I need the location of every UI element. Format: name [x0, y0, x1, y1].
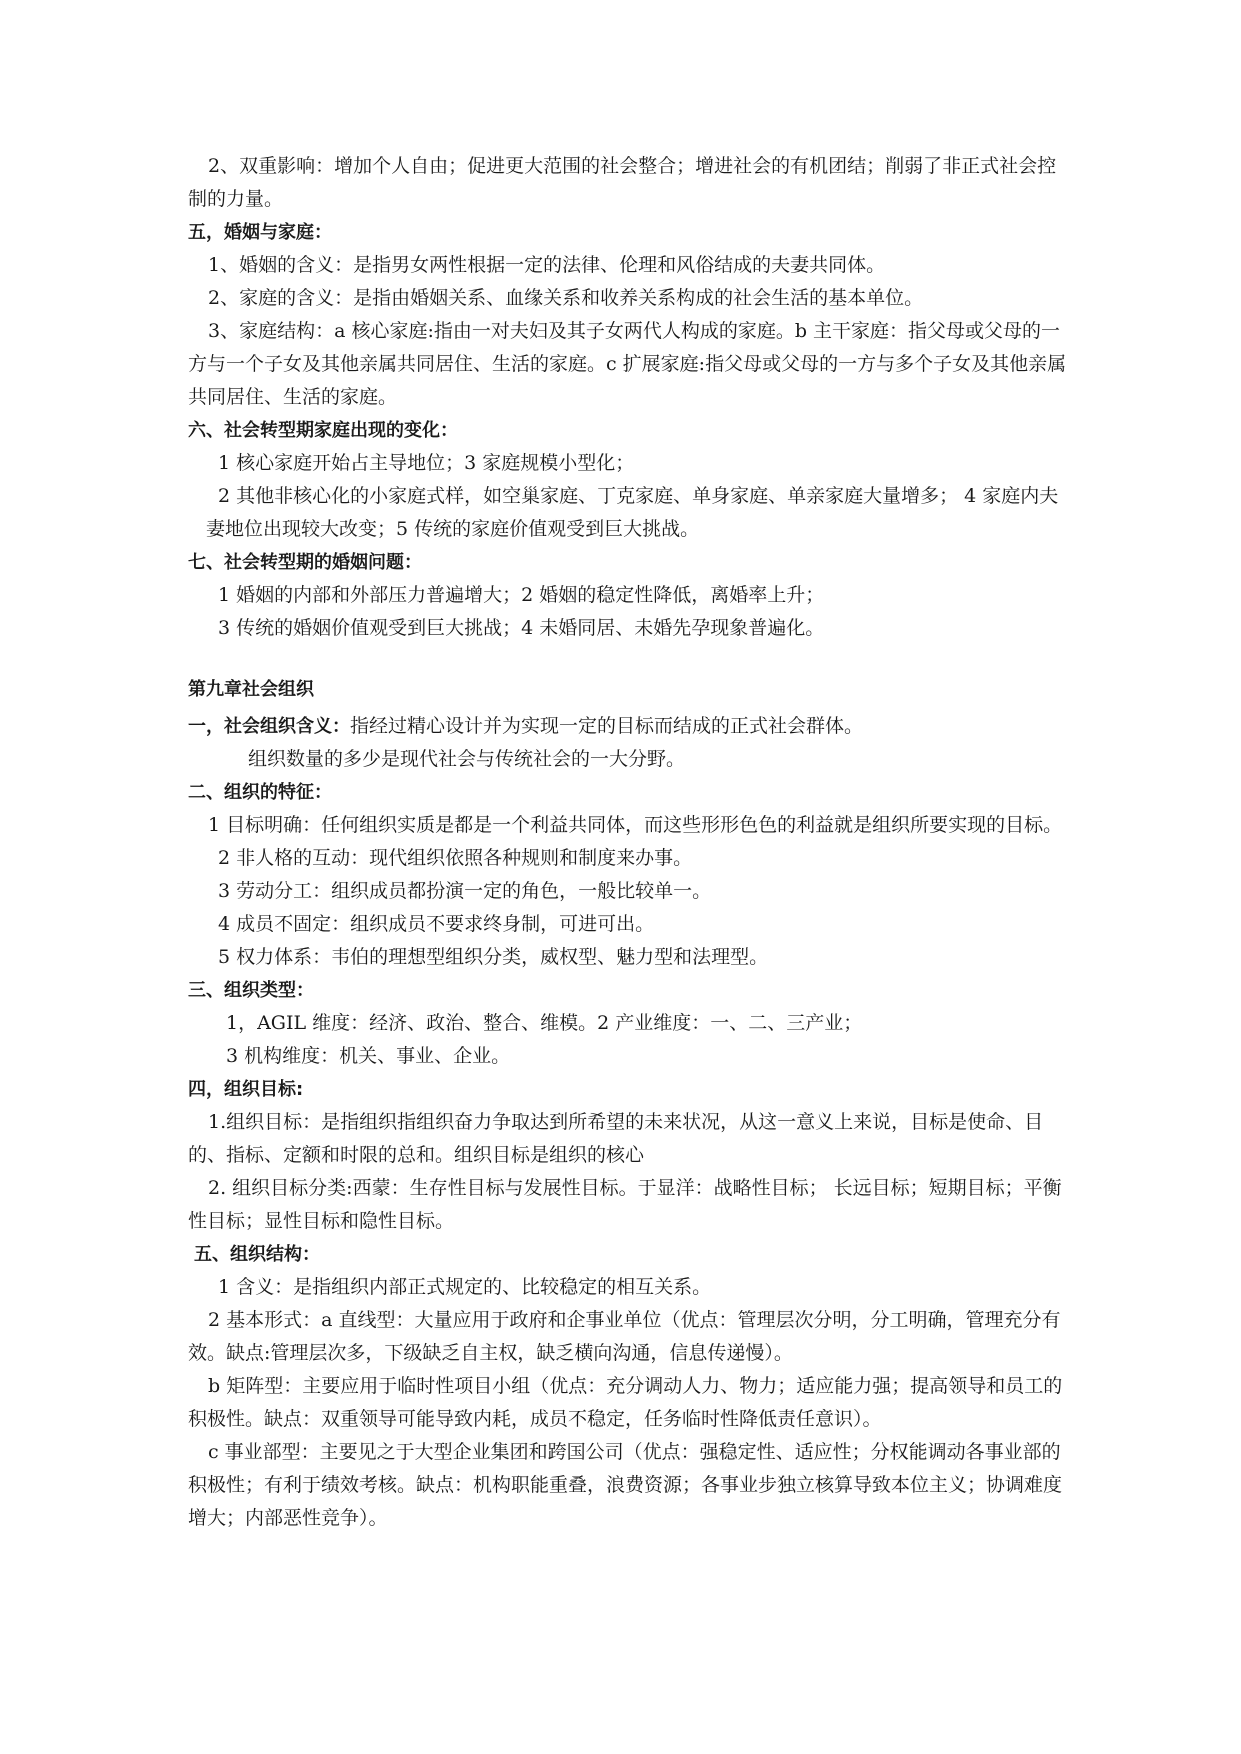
- paragraph: 4 成员不固定：组织成员不要求终身制，可进可出。: [218, 913, 655, 935]
- paragraph: 3 劳动分工：组织成员都扮演一定的角色，一般比较单一。: [218, 880, 712, 902]
- section-heading: 三、组织类型：: [188, 980, 314, 1001]
- section-heading: 七、社会转型期的婚姻问题：: [188, 552, 422, 573]
- paragraph: b 矩阵型：主要应用于临时性项目小组（优点：充分调动人力、物力；适应能力强；提高领导和员工的积极性。缺点：双重领导可能导致内耗，成员不稳定，任务临时性降低责任意识）。: [188, 1375, 1063, 1430]
- chapter-title: 第九章社会组织: [188, 679, 314, 700]
- paragraph: 组织数量的多少是现代社会与传统社会的一大分野。: [248, 748, 686, 770]
- paragraph: 1，AGIL 维度：经济、政治、整合、维模。2 产业维度：一、二、三产业；: [226, 1012, 863, 1034]
- document-body: [188, 150, 1068, 1535]
- paragraph: 3 传统的婚姻价值观受到巨大挑战；4 未婚同居、未婚先孕现象普遍化。: [218, 617, 825, 639]
- section-heading: 五，婚姻与家庭：: [188, 222, 332, 243]
- paragraph: 2、双重影响：增加个人自由；促进更大范围的社会整合；增进社会的有机团结；削弱了非正式社会控制的力量。: [188, 155, 1057, 210]
- definition-text: 指经过精心设计并为实现一定的目标而结成的正式社会群体。: [350, 715, 864, 737]
- paragraph: 3 机构维度：机关、事业、企业。: [226, 1045, 511, 1067]
- section-heading: 二、组织的特征：: [188, 782, 332, 803]
- paragraph: 2 其他非核心化的小家庭式样，如空巢家庭、丁克家庭、单身家庭、单亲家庭大量增多； 4 家庭内夫妻地位出现较大改变；5 传统的家庭价值观受到巨大挑战。: [206, 485, 1059, 540]
- paragraph: c 事业部型：主要见之于大型企业集团和跨国公司（优点：强稳定性、适应性；分权能调动各事业部的积极性；有利于绩效考核。缺点：机构职能重叠，浪费资源；各事业步独立核算导致本位主义；协调难度增大；内部恶性竞争）。: [188, 1441, 1063, 1529]
- paragraph: 2 基本形式：a 直线型：大量应用于政府和企事业单位（优点：管理层次分明，分工明确，管理充分有效。缺点:管理层次多，下级缺乏自主权，缺乏横向沟通，信息传递慢）。: [188, 1309, 1061, 1364]
- section-heading: 四，组织目标:: [188, 1079, 304, 1100]
- paragraph: 3、家庭结构：a 核心家庭:指由一对夫妇及其子女两代人构成的家庭。b 主干家庭：指父母或父母的一方与一个子女及其他亲属共同居住、生活的家庭。c 扩展家庭:指父母或父母的一方与多个子女及其他亲属共同居住、生活的家庭。: [188, 320, 1067, 408]
- paragraph: 1.组织目标：是指组织指组织奋力争取达到所希望的未来状况，从这一意义上来说，目标是使命、目的、指标、定额和时限的总和。组织目标是组织的核心: [188, 1111, 1044, 1166]
- paragraph: 1 目标明确：任何组织实质是都是一个利益共同体，而这些形形色色的利益就是组织所要实现的目标。: [208, 814, 1063, 836]
- paragraph: 2 非人格的互动：现代组织依照各种规则和制度来办事。: [218, 847, 693, 869]
- paragraph: 5 权力体系：韦伯的理想型组织分类，威权型、魅力型和法理型。: [218, 946, 769, 968]
- paragraph: 2、家庭的含义：是指由婚姻关系、血缘关系和收养关系构成的社会生活的基本单位。: [208, 287, 924, 309]
- paragraph: 1 婚姻的内部和外部压力普遍增大；2 婚姻的稳定性降低，离婚率上升；: [218, 584, 825, 606]
- section-heading: 一，社会组织含义：: [188, 716, 350, 737]
- paragraph: 1、婚姻的含义：是指男女两性根据一定的法律、伦理和风俗结成的夫妻共同体。: [208, 254, 886, 276]
- definition-paragraph: [188, 710, 1068, 743]
- section-heading: 六、社会转型期家庭出现的变化：: [188, 420, 458, 441]
- paragraph: 2. 组织目标分类:西蒙：生存性目标与发展性目标。于显洋：战略性目标； 长远目标；短期目标；平衡性目标；显性目标和隐性目标。: [188, 1177, 1062, 1232]
- paragraph: 1 核心家庭开始占主导地位；3 家庭规模小型化；: [218, 452, 635, 474]
- section-heading: 五、组织结构：: [194, 1244, 320, 1265]
- paragraph: 1 含义：是指组织内部正式规定的、比较稳定的相互关系。: [218, 1276, 712, 1298]
